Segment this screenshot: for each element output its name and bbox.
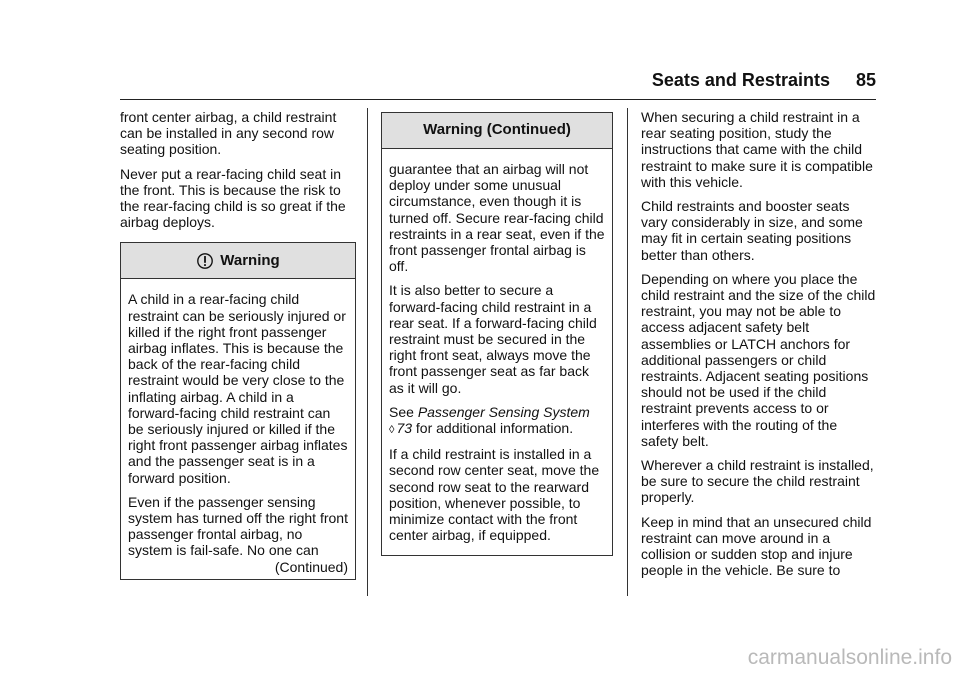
paragraph: A child in a rear-facing child restraint can be seriously injured or killed if the right front passenger airbag inflates. This is because the back of the rear-facing child restraint would be very close to the inflating airbag. A child in a forward-facing child restraint can be seriously injured or killed if the right front passenger airbag inflates and the passenger seat is in a forward position. [128, 291, 348, 486]
see-suffix: for additional information. [412, 420, 574, 437]
column-left [120, 109, 356, 580]
continued-label: (Continued) [274, 558, 348, 575]
page-header [620, 70, 876, 94]
paragraph: Never put a rear-facing child seat in the front. This is because the risk to the rear-facing child is so great if the airbag deploys. [120, 165, 346, 231]
paragraph: Even if the passenger sensing system has turned off the right front passenger frontal airbag, no system is fail-safe. No one can [128, 493, 348, 559]
column-divider [367, 108, 368, 596]
paragraph: guarantee that an airbag will not deploy under some unusual circumstance, even though it is turned off. Secure rear-facing child restraints in a rear seat, even if the front passenger frontal airbag is off. [389, 161, 605, 275]
section-title: Seats and Restraints [651, 70, 830, 90]
see-prefix: See [389, 403, 418, 420]
paragraph: If a child restraint is installed in a second row center seat, move the second row seat to the rearward position, whenever possible, to minimize contact with the front center airbag, if equipped. [389, 446, 600, 544]
warning-box-continued [381, 112, 613, 556]
page-number: 85 [855, 70, 876, 90]
paragraph: Keep in mind that an unsecured child restraint can move around in a collision or sudden stop and injure people in the vehicle. Be sure to [641, 513, 872, 579]
column-divider [627, 108, 628, 596]
warning-box-header [121, 243, 355, 279]
cross-reference [389, 404, 605, 438]
paragraph: Child restraints and booster seats vary considerably in size, and some may fit in certain seating positions better than others. [641, 198, 863, 263]
paragraph: Wherever a child restraint is installed, be sure to secure the child restraint properly. [641, 457, 874, 506]
paragraph: Depending on where you place the child restraint and the size of the child restraint, you may not be able to access adjacent safety belt assemblies or LATCH anchors for additional passengers or child restraints. Adjacent seating positions should not be used if the child restraint prevents access to or interferes with the routing of the safety belt. [641, 270, 876, 449]
page-ref-number[interactable]: 73 [396, 420, 413, 437]
warning-box-body [121, 279, 355, 578]
warning-icon [196, 252, 214, 270]
warning-box-header [382, 113, 612, 149]
warning-box [120, 242, 356, 579]
header-divider [120, 99, 876, 100]
warning-title: Warning [220, 251, 280, 269]
paragraph: When securing a child restraint in a rear seating position, study the instructions that came with the child restraint to make sure it is compatible with this vehicle. [641, 109, 873, 190]
column-middle [381, 112, 613, 556]
warning-box-body [382, 149, 612, 555]
page-ref-icon: ◊ [389, 424, 395, 437]
paragraph: front center airbag, a child restraint can be installed in any second row seating position. [120, 109, 337, 158]
paragraph: It is also better to secure a forward-facing child restraint in a rear seat. If a forward-facing child restraint must be secured in the right front seat, always move the front passenger seat as far back as it will go. [389, 282, 597, 396]
watermark: carmanualsonline.info [747, 646, 952, 669]
warning-title: Warning (Continued) [423, 121, 571, 139]
column-right [641, 109, 877, 586]
passenger-sensing-link[interactable]: Passenger Sensing System [417, 403, 590, 420]
